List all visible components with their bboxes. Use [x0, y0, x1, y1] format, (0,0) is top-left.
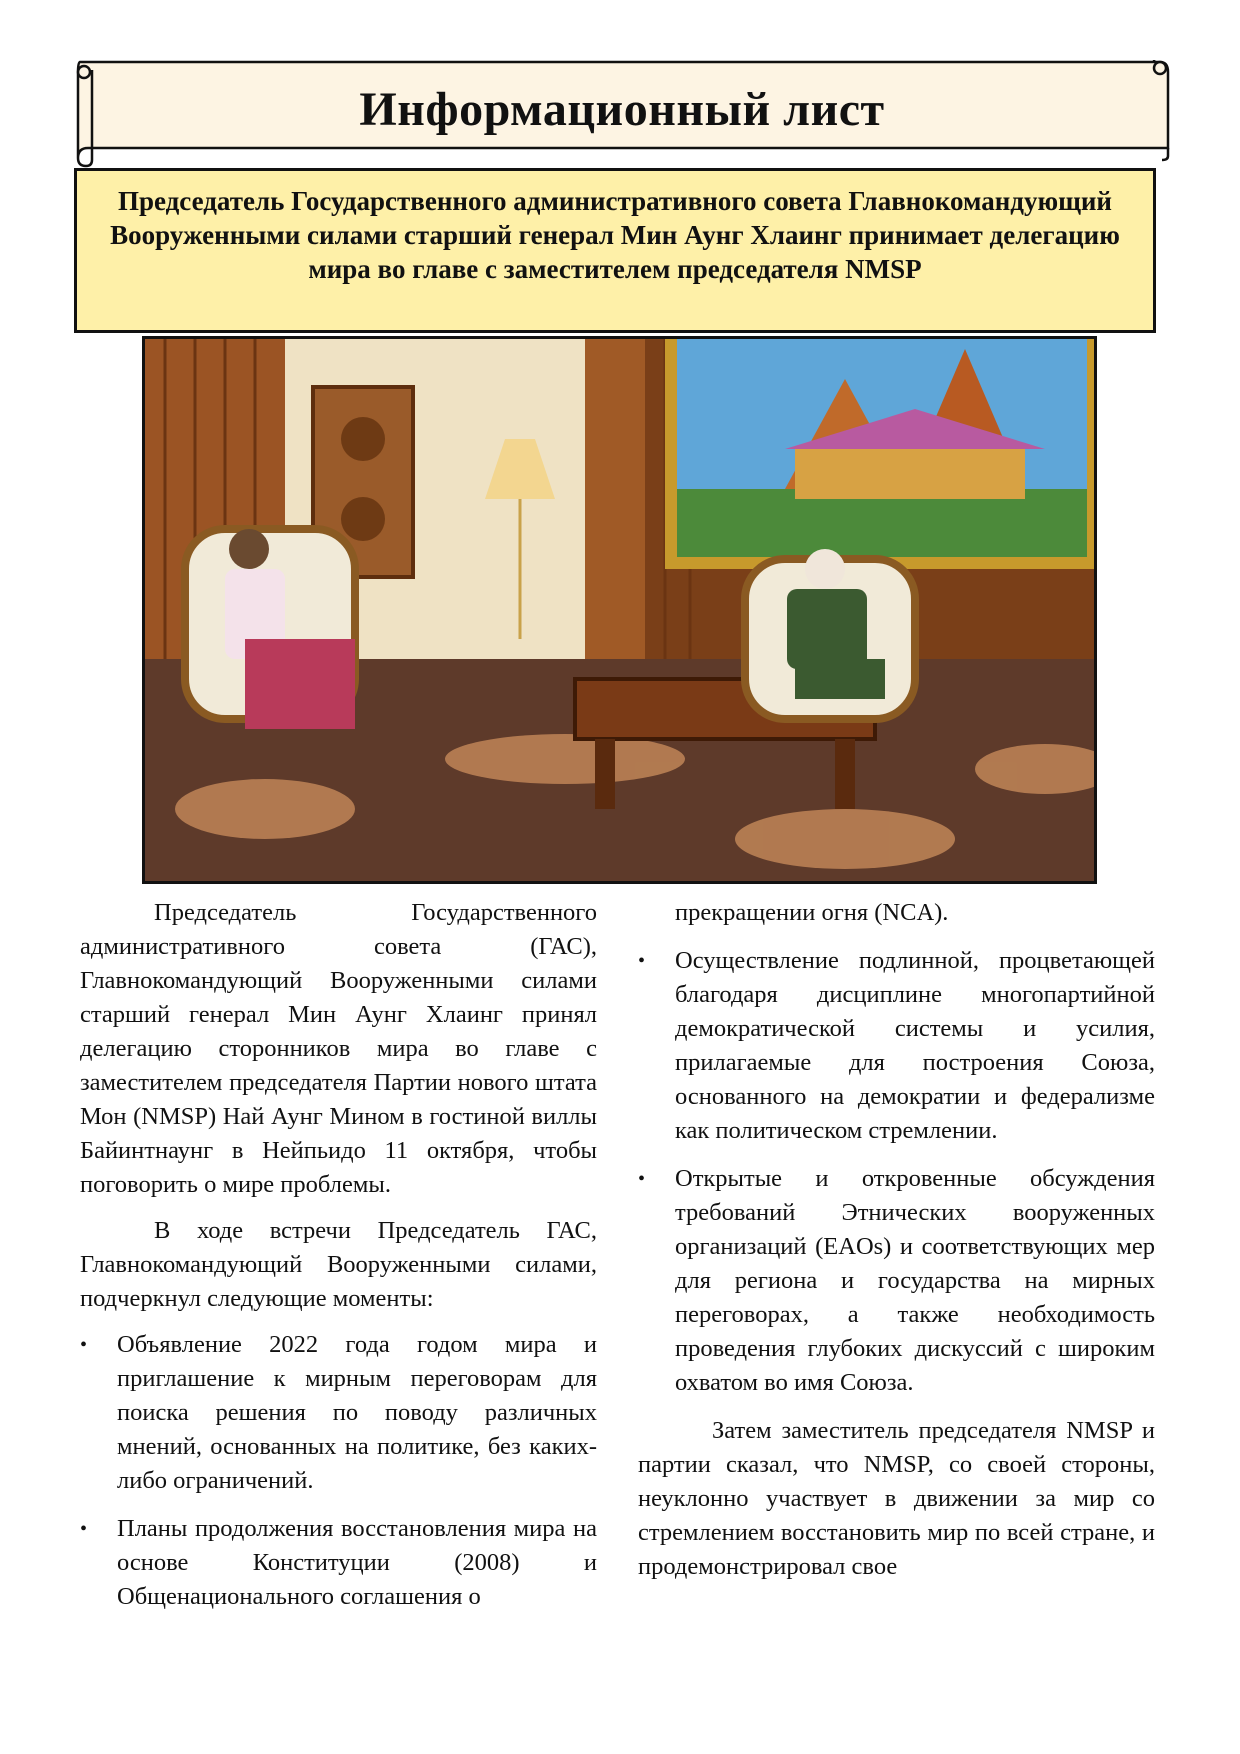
- title-scroll-banner: [74, 60, 1170, 168]
- list-item-text: Открытые и откровенные обсуждения требований Этнических вооруженных организаций (EAOs) и соответствующих мер для региона и государства на мирных переговорах, а также необходимость проведения глубоких дискуссий с широким охватом во имя Союза.: [675, 1165, 1155, 1396]
- article-left-column: [80, 896, 597, 1628]
- list-item: [80, 1512, 597, 1614]
- list-item: [638, 1162, 1155, 1400]
- paragraph-intro: Председатель Государственного административного совета (ГАС), Главнокомандующий Вооруженными силами старший генерал Мин Аунг Хлаинг принял делегацию сторонников мира во главе с заместителем председателя Партии нового штата Мон (NMSP) Най Аунг Мином в гостиной виллы Байинтнаунг в Нейпьидо 11 октября, чтобы поговорить о мире проблемы.: [80, 899, 597, 1198]
- list-item-text: Планы продолжения восстановления мира на основе Конституции (2008) и Общенационального соглашения о: [117, 1515, 597, 1610]
- bullet-list-right: [638, 944, 1155, 1400]
- list-item: [80, 1328, 597, 1498]
- bullet-icon: •: [80, 1518, 88, 1540]
- list-item: [638, 944, 1155, 1148]
- meeting-photo: [142, 336, 1097, 884]
- list-item-text: Осуществление подлинной, процветающей благодаря дисциплине многопартийной демократической системы и усилия, прилагаемые для построения Союза, основанного на демократии и федерализме как политическом стремлении.: [675, 947, 1155, 1144]
- bullet-list-left: [80, 1328, 597, 1614]
- list-item-continuation: прекращении огня (NCA).: [675, 899, 949, 926]
- paragraph-nmsp-response: Затем заместитель председателя NMSP и партии сказал, что NMSP, со своей стороны, неуклонно участвует в движении за мир со стремлением восстановить мир по всей стране, и продемонстрировал свое: [638, 1417, 1155, 1580]
- list-item-text: Объявление 2022 года годом мира и приглашение к мирным переговорам для поиска решения по поводу различных мнений, основанных на политике, без каких-либо ограничений.: [117, 1331, 597, 1494]
- article-right-column: [638, 896, 1155, 1596]
- headline-box: Председатель Государственного административного совета Главнокомандующий Вооруженными силами старший генерал Мин Аунг Хлаинг принимает делегацию мира во главе с заместителем председателя NMSP: [74, 168, 1156, 333]
- bullet-icon: •: [80, 1334, 88, 1356]
- paragraph-meeting: В ходе встречи Председатель ГАС, Главнокомандующий Вооруженными силами, подчеркнул следующие моменты:: [80, 1217, 597, 1312]
- bullet-icon: •: [638, 1168, 646, 1190]
- page-title: Информационный лист: [359, 83, 885, 136]
- bullet-icon: •: [638, 950, 646, 972]
